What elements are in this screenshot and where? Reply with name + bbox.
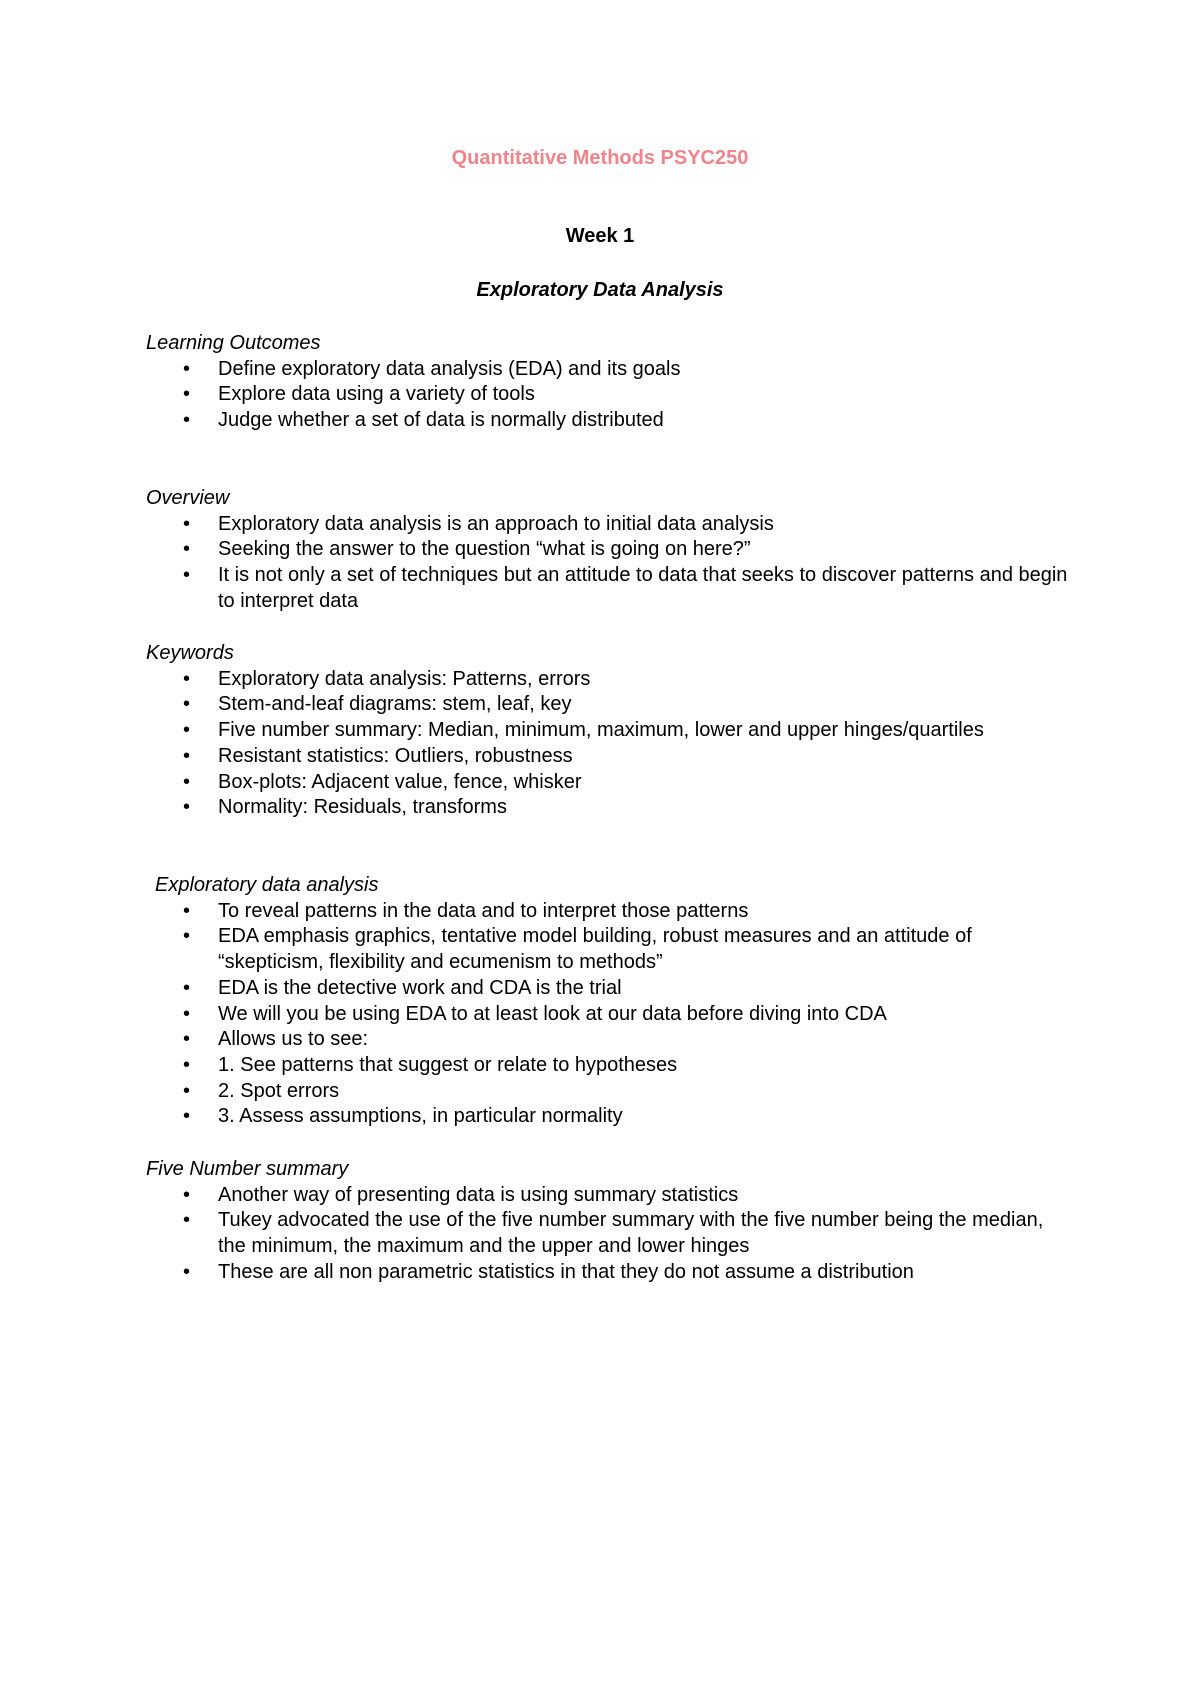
bullet-icon: • (183, 1002, 191, 1025)
list-item-text: Box-plots: Adjacent value, fence, whisker (218, 770, 582, 793)
list-item (0, 382, 1200, 408)
list-item-text: Stem-and-leaf diagrams: stem, leaf, key (218, 693, 572, 716)
section-heading: Five Number summary (146, 1158, 349, 1180)
bullet-icon: • (183, 1260, 191, 1283)
list-item-text: These are all non parametric statistics in that they do not assume a distribution (218, 1260, 914, 1283)
list-item-text: Tukey advocated the use of the five number summary with the five number being the median, the minimum, the maximum and the upper and lower hinges (218, 1209, 1044, 1258)
list-item-text: Judge whether a set of data is normally distributed (218, 409, 664, 432)
list-item-text: EDA emphasis graphics, tentative model building, robust measures and an attitude of “skepticism, flexibility and ecumenism to methods” (218, 925, 972, 974)
bullet-icon: • (183, 564, 191, 587)
list-item-text: We will you be using EDA to at least look at our data before diving into CDA (218, 1002, 887, 1025)
list-item (0, 976, 1200, 1002)
bullet-icon: • (183, 693, 191, 716)
list-item-text: 2. Spot errors (218, 1079, 340, 1102)
section-heading: Overview (146, 487, 230, 509)
bullet-icon: • (183, 770, 191, 793)
section-heading: Learning Outcomes (146, 332, 321, 354)
document-title: Quantitative Methods PSYC250 (451, 147, 749, 169)
list-item-text: Seeking the answer to the question “what is going on here?” (218, 538, 751, 561)
list-item-text: Define exploratory data analysis (EDA) and its goals (218, 357, 681, 380)
section-heading: Exploratory data analysis (155, 874, 379, 896)
bullet-icon: • (183, 719, 191, 742)
list-item (0, 512, 1200, 538)
bullet-icon: • (183, 409, 191, 432)
list-item-text: To reveal patterns in the data and to interpret those patterns (218, 899, 749, 922)
list-item (0, 1183, 1200, 1209)
list-item (0, 1002, 1200, 1028)
list-item-text: Normality: Residuals, transforms (218, 796, 507, 819)
list-item (0, 1079, 1200, 1105)
bullet-icon: • (183, 357, 191, 380)
section-heading: Keywords (146, 642, 234, 664)
list-item (0, 795, 1200, 821)
list-item (0, 924, 1200, 975)
bullet-icon: • (183, 976, 191, 999)
bullet-icon: • (183, 538, 191, 561)
bullet-icon: • (183, 744, 191, 767)
list-item (0, 744, 1200, 770)
list-item (0, 899, 1200, 925)
bullet-icon: • (183, 1183, 191, 1206)
list-item-text: Exploratory data analysis is an approach to initial data analysis (218, 512, 774, 535)
bullet-list (0, 512, 1200, 615)
list-item-text: 3. Assess assumptions, in particular normality (218, 1105, 623, 1128)
bullet-icon: • (183, 899, 191, 922)
list-item-text: Explore data using a variety of tools (218, 383, 535, 406)
topic-subtitle: Exploratory Data Analysis (476, 279, 724, 301)
week-heading: Week 1 (565, 225, 635, 247)
list-item (0, 667, 1200, 693)
list-item-text: Allows us to see: (218, 1028, 369, 1051)
list-item (0, 1027, 1200, 1053)
bullet-icon: • (183, 1209, 191, 1232)
bullet-icon: • (183, 1105, 191, 1128)
list-item (0, 1104, 1200, 1130)
list-item (0, 1208, 1200, 1259)
bullet-list (0, 667, 1200, 821)
list-item (0, 1260, 1200, 1286)
bullet-list (0, 1183, 1200, 1286)
list-item (0, 408, 1200, 434)
bullet-icon: • (183, 667, 191, 690)
list-item-text: Another way of presenting data is using summary statistics (218, 1183, 739, 1206)
list-item-text: Resistant statistics: Outliers, robustness (218, 744, 573, 767)
list-item (0, 718, 1200, 744)
bullet-icon: • (183, 383, 191, 406)
list-item (0, 770, 1200, 796)
list-item-text: It is not only a set of techniques but an attitude to data that seeks to discover patterns and begin to interpret data (218, 564, 1068, 612)
list-item-text: Exploratory data analysis: Patterns, errors (218, 667, 591, 690)
list-item-text: 1. See patterns that suggest or relate to hypotheses (218, 1053, 678, 1076)
list-item (0, 1053, 1200, 1079)
bullet-list (0, 899, 1200, 1130)
list-item (0, 537, 1200, 563)
bullet-icon: • (183, 796, 191, 819)
list-item (0, 563, 1200, 614)
bullet-icon: • (183, 1028, 191, 1051)
list-item (0, 692, 1200, 718)
bullet-list (0, 357, 1200, 434)
bullet-icon: • (183, 1079, 191, 1102)
bullet-icon: • (183, 512, 191, 535)
list-item-text: EDA is the detective work and CDA is the trial (218, 976, 622, 999)
bullet-icon: • (183, 925, 191, 948)
bullet-icon: • (183, 1053, 191, 1076)
list-item (0, 357, 1200, 383)
list-item-text: Five number summary: Median, minimum, maximum, lower and upper hinges/quartiles (218, 719, 984, 742)
